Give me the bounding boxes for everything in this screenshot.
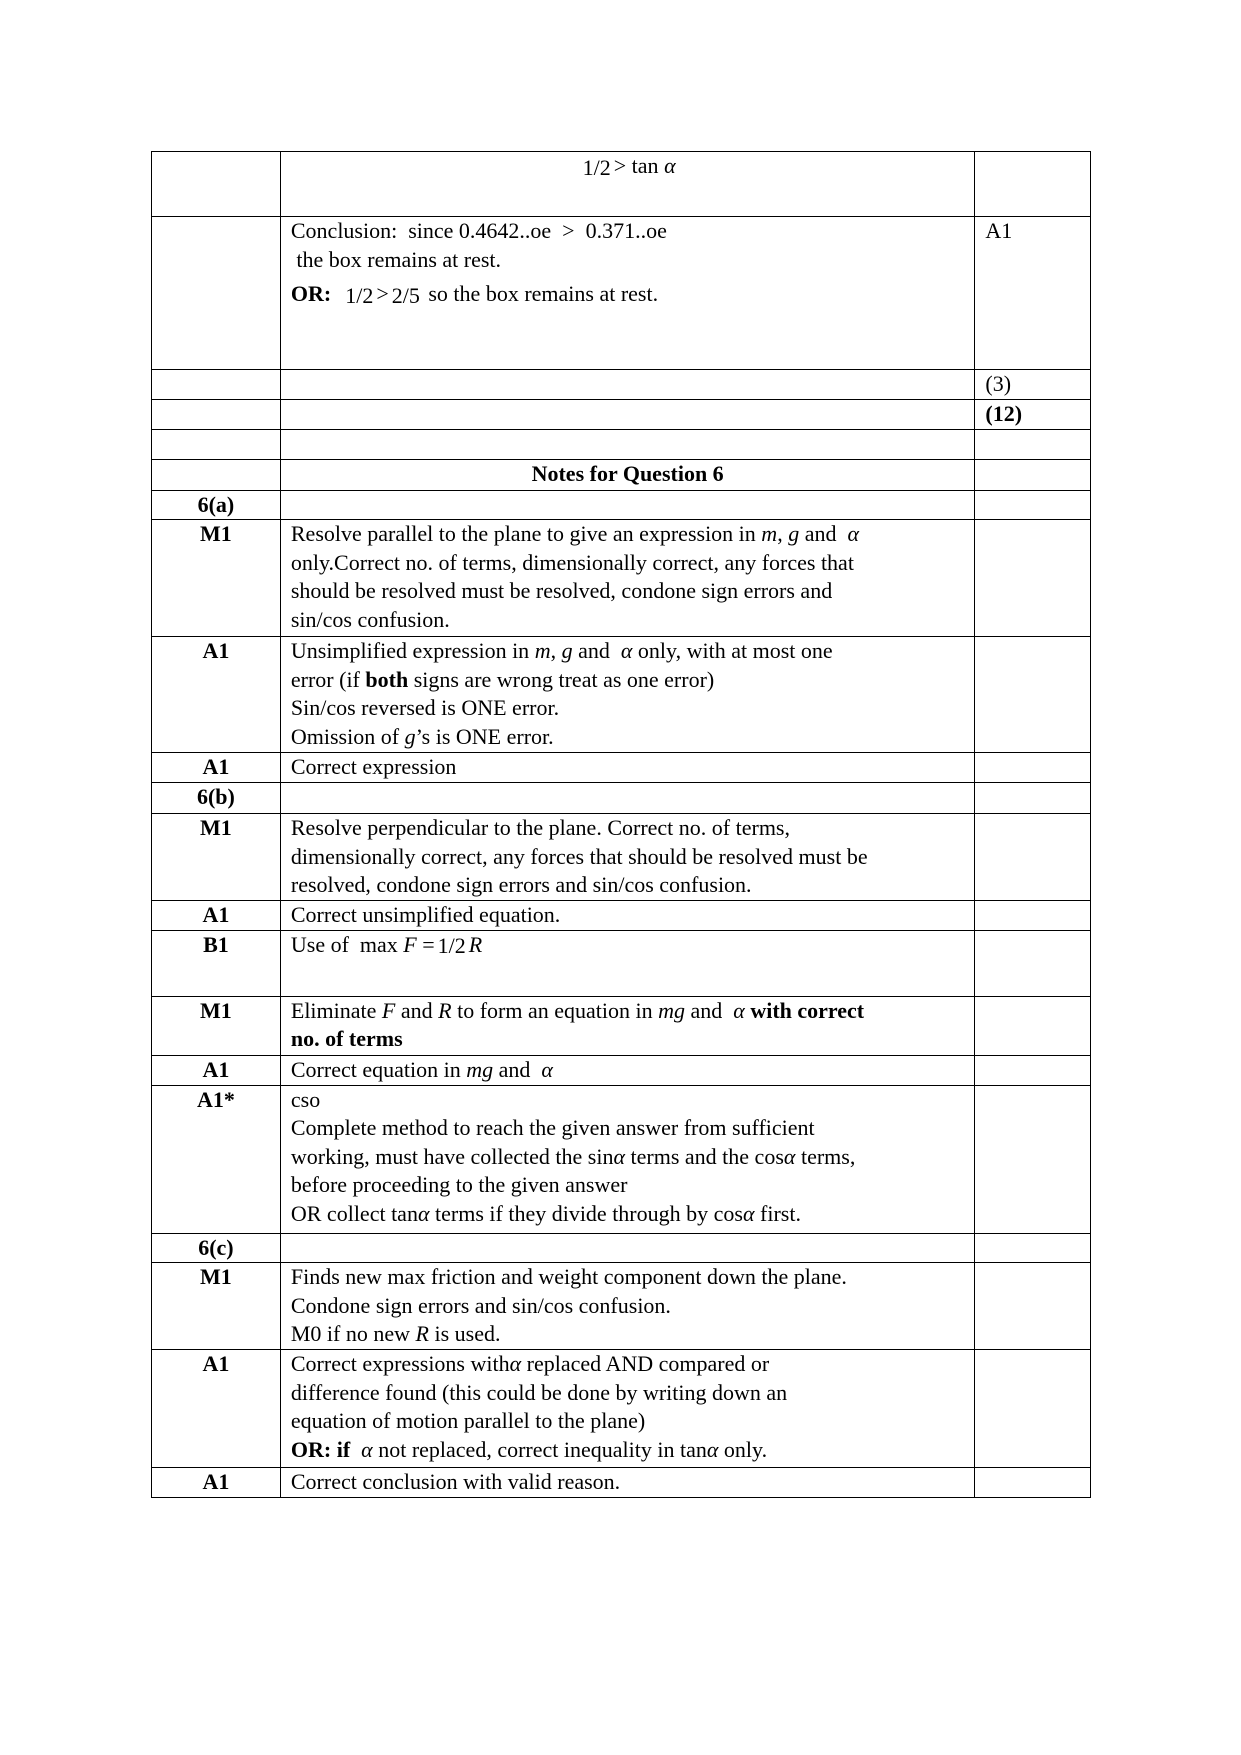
mark-code-cell: B1	[152, 930, 281, 996]
guidance-line	[291, 1263, 965, 1292]
text-segment: difference found (this could be done by writing down an	[290, 1379, 788, 1405]
guidance-line	[291, 1379, 965, 1408]
fraction: 2/5	[391, 282, 420, 308]
guidance-cell	[280, 520, 975, 637]
guidance-cell	[280, 637, 975, 753]
guidance-cell	[280, 1350, 975, 1468]
mark-code-cell: 6(b)	[152, 783, 281, 814]
marks-cell: (12)	[975, 400, 1091, 430]
guidance-cell	[280, 1468, 975, 1498]
guidance-line	[291, 280, 965, 310]
mark-scheme-table	[151, 151, 1091, 1498]
marks-cell	[975, 520, 1091, 637]
guidance-cell	[280, 152, 975, 217]
text-segment: α	[664, 153, 676, 178]
text-segment: before proceeding to the given answer	[290, 1172, 628, 1197]
guidance-cell	[280, 753, 975, 783]
text-segment: α	[733, 997, 745, 1023]
guidance-cell	[280, 930, 975, 996]
marks-cell	[975, 1468, 1091, 1498]
mark-code-cell: A1	[152, 1468, 281, 1498]
table-row	[152, 901, 1091, 931]
guidance-cell	[280, 1233, 975, 1263]
guidance-cell	[280, 217, 975, 370]
table-row	[152, 370, 1091, 400]
mark-code-cell: M1	[152, 520, 281, 637]
fraction: 1/2	[345, 282, 374, 308]
mark-code-cell: M1	[152, 1263, 281, 1350]
mark-code-cell: A1	[152, 1350, 281, 1468]
mark-code-cell	[152, 429, 281, 459]
fraction: 1/2	[582, 154, 611, 180]
text-segment: Correct expression	[290, 754, 457, 779]
text-segment: and	[684, 997, 734, 1023]
text-segment: OR: if	[290, 1436, 351, 1462]
mark-code-cell: A1	[152, 1055, 281, 1085]
text-segment: > tan	[613, 153, 665, 178]
text-segment: so the box remains at rest.	[422, 281, 659, 306]
guidance-line	[291, 1292, 965, 1321]
table-row	[152, 1350, 1091, 1468]
mark-code-cell: M1	[152, 814, 281, 901]
mark-code-cell: A1*	[152, 1085, 281, 1233]
text-segment: Resolve perpendicular to the plane. Correct no. of terms,	[290, 815, 790, 840]
marks-cell	[975, 459, 1091, 490]
guidance-cell	[280, 490, 975, 520]
text-segment: signs are wrong treat as one error)	[408, 666, 715, 692]
fraction: 1/2	[437, 933, 466, 959]
guidance-line	[291, 637, 965, 666]
text-segment: working, must have collected the sin	[290, 1143, 614, 1169]
text-segment: sin/cos confusion.	[290, 606, 450, 632]
marks-cell	[975, 1350, 1091, 1468]
text-segment	[350, 1437, 361, 1462]
text-segment: and	[395, 997, 439, 1023]
text-segment: resolved, condone sign errors and sin/cos confusion.	[290, 872, 752, 897]
mark-code-cell	[152, 370, 281, 400]
guidance-line	[291, 1114, 965, 1143]
text-segment: both	[365, 666, 409, 692]
guidance-line	[291, 1143, 965, 1172]
guidance-line	[291, 871, 965, 900]
marks-cell	[975, 637, 1091, 753]
text-segment: Correct equation in	[290, 1056, 467, 1082]
text-segment	[331, 281, 342, 306]
guidance-cell	[280, 1085, 975, 1233]
marks-cell	[975, 429, 1091, 459]
table-row	[152, 429, 1091, 459]
guidance-cell	[280, 370, 975, 400]
text-segment: Correct unsimplified equation.	[290, 902, 561, 927]
marks-cell	[975, 1233, 1091, 1263]
guidance-line	[291, 460, 965, 489]
text-segment: Eliminate	[290, 997, 382, 1023]
text-segment: mg	[466, 1056, 494, 1082]
guidance-line	[291, 217, 965, 246]
text-segment: g	[404, 723, 416, 749]
text-segment: dimensionally correct, any forces that should be resolved must be	[290, 843, 868, 869]
text-segment: R	[438, 997, 452, 1023]
text-segment: only.Correct no. of terms, dimensionally correct, any forces that	[290, 549, 854, 575]
table-row	[152, 1055, 1091, 1085]
table-row	[152, 783, 1091, 814]
text-segment: Conclusion: since 0.4642..oe > 0.371..oe	[290, 218, 667, 243]
mark-code-cell	[152, 217, 281, 370]
guidance-line	[291, 1407, 965, 1436]
text-segment: to form an equation in	[451, 997, 659, 1023]
guidance-line	[291, 246, 965, 275]
mark-code-cell: A1	[152, 901, 281, 931]
guidance-cell	[280, 814, 975, 901]
text-segment: first.	[754, 1200, 801, 1226]
marks-cell	[975, 814, 1091, 901]
text-segment: Notes for Question 6	[531, 460, 724, 486]
guidance-line	[291, 723, 965, 752]
guidance-cell	[280, 1055, 975, 1085]
guidance-line	[291, 1171, 965, 1200]
table-row	[152, 1085, 1091, 1233]
guidance-cell	[280, 1263, 975, 1350]
text-segment: =	[416, 931, 435, 957]
text-segment: α	[620, 638, 633, 663]
text-segment: M0 if no new	[290, 1321, 416, 1346]
table-row	[152, 637, 1091, 753]
guidance-line	[291, 577, 965, 606]
text-segment: and	[799, 521, 848, 546]
table-row	[152, 1468, 1091, 1498]
guidance-line	[291, 694, 965, 723]
marks-cell	[975, 783, 1091, 814]
text-segment: with correct	[744, 997, 865, 1023]
guidance-cell	[280, 901, 975, 931]
text-segment: α	[742, 1200, 755, 1226]
guidance-line	[291, 1350, 965, 1379]
text-segment: α	[509, 1351, 522, 1376]
text-segment: only, with at most one	[632, 638, 833, 663]
text-segment: F	[403, 931, 417, 957]
text-segment: R	[468, 931, 483, 957]
text-segment: ’s is ONE error.	[415, 723, 554, 749]
table-row	[152, 930, 1091, 996]
marks-cell	[975, 1085, 1091, 1233]
table-row	[152, 1233, 1091, 1263]
guidance-line	[291, 606, 965, 635]
table-row	[152, 217, 1091, 370]
guidance-cell	[280, 429, 975, 459]
mark-code-cell: A1	[152, 637, 281, 753]
table-row	[152, 1263, 1091, 1350]
text-segment: α	[417, 1200, 430, 1226]
table-row	[152, 400, 1091, 430]
table-row	[152, 996, 1091, 1055]
text-segment: F	[381, 997, 396, 1023]
guidance-line	[291, 1200, 965, 1229]
text-segment: α	[361, 1436, 373, 1462]
guidance-line	[291, 520, 965, 549]
table-row	[152, 459, 1091, 490]
table-row	[152, 152, 1091, 217]
text-segment: is used.	[428, 1321, 501, 1346]
text-segment: α	[613, 1143, 626, 1169]
text-segment: Finds new max friction and weight component down the plane.	[290, 1264, 847, 1289]
marks-cell: (3)	[975, 370, 1091, 400]
marks-cell	[975, 1263, 1091, 1350]
text-segment: g	[561, 638, 573, 663]
text-segment: m	[761, 521, 778, 546]
mark-code-cell: 6(c)	[152, 1233, 281, 1263]
table-row	[152, 753, 1091, 783]
guidance-line	[291, 666, 965, 695]
text-segment: error (if	[290, 666, 366, 692]
marks-cell	[975, 152, 1091, 217]
guidance-line	[291, 1025, 965, 1054]
text-segment: terms,	[795, 1143, 856, 1169]
text-segment: mg	[658, 997, 685, 1023]
table-row	[152, 490, 1091, 520]
text-segment: >	[376, 281, 389, 306]
text-segment: ,	[550, 638, 562, 663]
guidance-cell	[280, 996, 975, 1055]
mark-code-cell: A1	[152, 753, 281, 783]
text-segment: g	[788, 521, 800, 546]
text-segment: OR:	[290, 281, 332, 306]
text-segment: α	[541, 1056, 553, 1082]
text-segment: and	[493, 1056, 542, 1082]
guidance-line	[291, 753, 965, 782]
marks-cell	[975, 490, 1091, 520]
guidance-line	[291, 1056, 965, 1085]
text-segment: not replaced, correct inequality in tan	[372, 1436, 707, 1462]
text-segment: replaced AND compared or	[521, 1351, 770, 1376]
table-row	[152, 520, 1091, 637]
text-segment: no. of terms	[290, 1026, 403, 1051]
text-segment: Complete method to reach the given answer from sufficient	[290, 1115, 815, 1140]
text-segment: only.	[718, 1436, 768, 1462]
mark-code-cell: 6(a)	[152, 490, 281, 520]
marks-cell	[975, 996, 1091, 1055]
mark-code-cell	[152, 400, 281, 430]
text-segment: the box remains at rest.	[290, 246, 502, 272]
text-segment: m	[534, 638, 551, 663]
mark-code-cell	[152, 459, 281, 490]
guidance-line	[291, 814, 965, 843]
text-segment: α	[706, 1436, 719, 1462]
guidance-line	[291, 152, 965, 182]
text-segment: terms and the cos	[625, 1143, 784, 1169]
text-segment: ,	[777, 521, 789, 546]
text-segment: and	[572, 638, 621, 663]
text-segment: α	[847, 521, 860, 546]
guidance-line	[291, 1436, 965, 1465]
text-segment: OR collect tan	[290, 1200, 418, 1226]
marks-cell	[975, 1055, 1091, 1085]
guidance-line	[291, 843, 965, 872]
text-segment: equation of motion parallel to the plane)	[290, 1408, 646, 1433]
guidance-line	[291, 901, 965, 930]
guidance-line	[291, 1086, 965, 1115]
text-segment: Unsimplified expression in	[290, 638, 535, 663]
mark-code-cell: M1	[152, 996, 281, 1055]
text-segment: Sin/cos reversed is ONE error.	[290, 695, 560, 720]
mark-code-cell	[152, 152, 281, 217]
guidance-line	[291, 549, 965, 578]
guidance-line	[291, 997, 965, 1026]
text-segment: cso	[290, 1086, 321, 1112]
text-segment: Use of max	[290, 931, 404, 957]
guidance-line	[291, 931, 965, 961]
text-segment: Correct expressions with	[290, 1351, 510, 1376]
guidance-line	[291, 1320, 965, 1349]
text-segment: Resolve parallel to the plane to give an expression in	[290, 521, 762, 546]
text-segment: Condone sign errors and sin/cos confusion.	[290, 1292, 671, 1318]
guidance-line	[291, 1468, 965, 1497]
text-segment: R	[415, 1321, 429, 1346]
table-row	[152, 814, 1091, 901]
text-segment: should be resolved must be resolved, condone sign errors and	[290, 578, 833, 603]
marks-cell	[975, 753, 1091, 783]
marks-cell	[975, 930, 1091, 996]
text-segment: terms if they divide through by cos	[429, 1200, 743, 1226]
guidance-cell	[280, 400, 975, 430]
mark-scheme-body	[152, 152, 1091, 1498]
guidance-cell	[280, 459, 975, 490]
guidance-cell	[280, 783, 975, 814]
text-segment: Omission of	[290, 723, 405, 749]
marks-cell: A1	[975, 217, 1091, 370]
text-segment: Correct conclusion with valid reason.	[290, 1469, 621, 1494]
marks-cell	[975, 901, 1091, 931]
text-segment: α	[783, 1143, 796, 1169]
